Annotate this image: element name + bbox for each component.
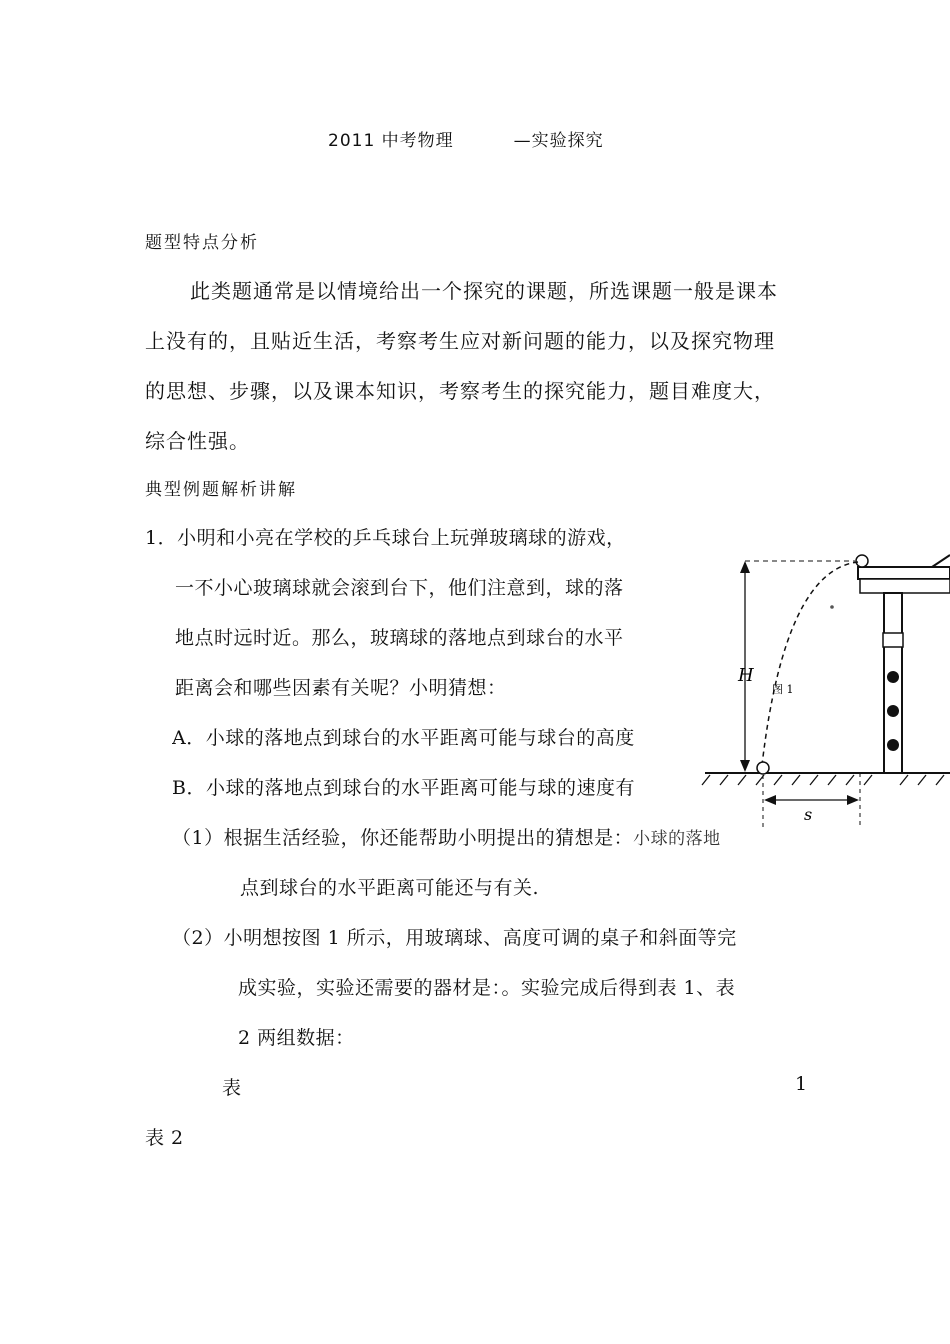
question-1-line-1: 1．小明和小亮在学校的乒乓球台上玩弹玻璃球的游戏，: [145, 527, 626, 549]
page-title: [328, 126, 604, 151]
figure-1: [700, 515, 950, 830]
intro-line-2: 上没有的，且贴近生活，考察考生应对新问题的能力，以及探究物理: [145, 329, 775, 353]
leg-clamp: [883, 633, 903, 647]
trajectory-curve: [762, 562, 858, 765]
sub-question-1-prompt: （1）根据生活经验，你还能帮助小明提出的猜想是：: [172, 827, 634, 849]
sub-question-1-answer: 小球的落地: [633, 829, 721, 849]
title-sub: —实验探究: [513, 131, 604, 151]
table-apron: [860, 579, 950, 593]
table-2-label: 表 2: [145, 1127, 184, 1149]
section-heading-examples: 典型例题解析讲解: [145, 480, 297, 500]
sub-question-2-line-2: 成实验，实验还需要的器材是：。实验完成后得到表 1、表: [238, 977, 736, 999]
ball-start: [856, 555, 868, 567]
intro-line-3: 的思想、步骤，以及课本知识，考察考生的探究能力，题目难度大，: [145, 379, 775, 403]
label-h: H: [738, 665, 754, 686]
leg-peg-1: [887, 671, 899, 683]
option-b: B．小球的落地点到球台的水平距离可能与球的速度有: [172, 777, 635, 799]
intro-line-4: 综合性强。: [145, 429, 250, 453]
leg-peg-3: [887, 739, 899, 751]
table-ball-diagram: [700, 515, 950, 830]
option-a: A．小球的落地点到球台的水平距离可能与球台的高度: [172, 727, 635, 749]
speck: [830, 605, 834, 609]
title-main: 2011 中考物理: [328, 131, 454, 151]
question-1-line-4: 距离会和哪些因素有关呢？小明猜想：: [175, 677, 507, 699]
sub-question-1-line-1: [172, 823, 721, 850]
intro-line-1: 此类题通常是以情境给出一个探究的课题，所选课题一般是课本: [190, 279, 778, 303]
question-1-line-2: 一不小心玻璃球就会滚到台下，他们注意到，球的落: [175, 577, 624, 599]
table-top: [858, 567, 950, 579]
distance-arrow-right: [847, 795, 859, 805]
ball-landed: [757, 762, 769, 774]
height-arrow-top: [740, 561, 750, 573]
label-s: s: [804, 805, 813, 824]
table-1-label: 表: [222, 1077, 242, 1099]
figure-caption: 图 1: [772, 683, 794, 696]
distance-arrow-left: [764, 795, 776, 805]
leg-peg-2: [887, 705, 899, 717]
sub-question-1-line-2: 点到球台的水平距离可能还与有关.: [240, 877, 540, 899]
table-1-number: 1: [795, 1073, 808, 1095]
question-1-line-3: 地点时远时近。那么，玻璃球的落地点到球台的水平: [175, 627, 624, 649]
height-arrow-bottom: [740, 760, 750, 772]
sub-question-2-line-3: 2 两组数据：: [238, 1027, 355, 1049]
ground-hatch: [702, 775, 944, 785]
section-heading-analysis: 题型特点分析: [145, 233, 259, 253]
ramp: [932, 555, 950, 567]
sub-question-2-line-1: （2）小明想按图 1 所示，用玻璃球、高度可调的桌子和斜面等完: [172, 927, 737, 949]
